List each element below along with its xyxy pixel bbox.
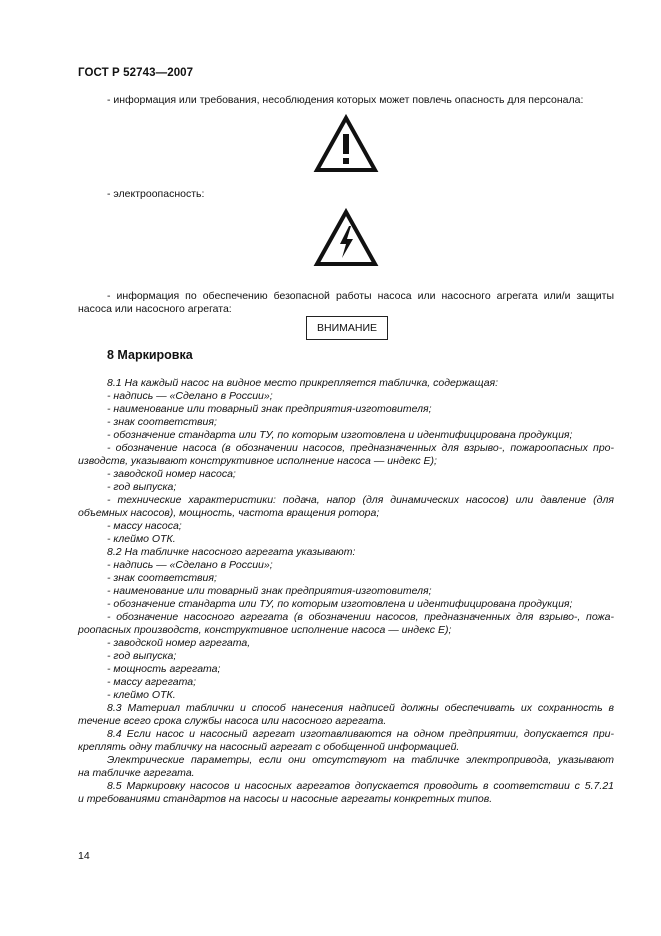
clause-8-4-note-continuation: на табличке агрегата. xyxy=(78,767,195,779)
clause-8-1: 8.1 На каждый насос на видное место прикрепляется табличка, содержащая: xyxy=(107,377,499,389)
list-item-continuation: изводств, указывают конструктивное исполнение насоса — индекс Е); xyxy=(78,455,437,467)
list-item-continuation: роопасных производств, конструктивное исполнение насоса — индекс Е); xyxy=(78,624,452,636)
list-item: - массу насоса; xyxy=(107,520,182,532)
list-item-continuation: объемных насосов), мощность, частота вращения ротора; xyxy=(78,507,380,519)
electrical-hazard-icon xyxy=(313,208,379,268)
list-item-wrap xyxy=(107,442,614,455)
warning-label-box: ВНИМАНИЕ xyxy=(306,316,388,340)
intro-item-electrical-hazard: - электроопасность: xyxy=(107,188,205,200)
clause-8-5-continuation: и требованиями стандартов на насосы и насосные агрегаты конкретных типов. xyxy=(78,793,493,805)
clause-8-3: 8.3 Материал таблички и способ нанесения надписей должны обеспечивать их сохранность в xyxy=(107,702,614,714)
warning-triangle-icon xyxy=(313,114,379,174)
clause-8-4-wrap xyxy=(107,728,614,741)
list-item: - надпись — «Сделано в России»; xyxy=(107,559,273,571)
clause-8-2: 8.2 На табличке насосного агрегата указывают: xyxy=(107,546,356,558)
list-item: - год выпуска; xyxy=(107,481,177,493)
list-item: - клеймо ОТК. xyxy=(107,533,176,545)
list-item: - год выпуска; xyxy=(107,650,177,662)
clause-8-5-wrap xyxy=(107,780,614,793)
list-item: - мощность агрегата; xyxy=(107,663,221,675)
document-header: ГОСТ Р 52743—2007 xyxy=(78,67,194,79)
page-number: 14 xyxy=(78,850,90,862)
clause-8-5: 8.5 Маркировку насосов и насосных агрегатов допускается проводить в соответствии с 5.7.21 xyxy=(107,780,614,792)
intro-item-safety-line-2: насоса или насосного агрегата: xyxy=(78,303,232,315)
clause-8-4-note-wrap xyxy=(107,754,614,767)
clause-8-3-continuation: течение всего срока службы насоса или насосного агрегата. xyxy=(78,715,387,727)
list-item: - знак соответствия; xyxy=(107,416,217,428)
intro-item-safety-info xyxy=(107,290,614,303)
section-heading: 8 Маркировка xyxy=(107,348,193,362)
clause-8-3-wrap xyxy=(107,702,614,715)
clause-8-4-note: Электрические параметры, если они отсутствуют на табличке электропривода, указывают xyxy=(107,754,614,766)
intro-item-safety-line-1: - информация по обеспечению безопасной работы насоса или насосного агрегата или/и защиты xyxy=(107,290,614,302)
list-item: - обозначение стандарта или ТУ, по которым изготовлена и идентифицирована продукция; xyxy=(107,429,573,441)
clause-8-4-continuation: креплять одну табличку на насосный агрегат с обобщенной информацией. xyxy=(78,741,460,753)
list-item: - обозначение насосного агрегата (в обозначении насосов, предназначенных для взрыво-, пожа- xyxy=(107,611,614,623)
list-item: - заводской номер агрегата, xyxy=(107,637,251,649)
list-item: - наименование или товарный знак предприятия-изготовителя; xyxy=(107,585,432,597)
list-item: - знак соответствия; xyxy=(107,572,217,584)
list-item: - обозначение насоса (в обозначении насосов, предназначенных для взрыво-, пожароопасных про- xyxy=(107,442,614,454)
list-item: - наименование или товарный знак предприятия-изготовителя; xyxy=(107,403,432,415)
list-item: - обозначение стандарта или ТУ, по которым изготовлена и идентифицирована продукция; xyxy=(107,598,573,610)
list-item: - технические характеристики: подача, напор (для динамических насосов) или давление (для xyxy=(107,494,614,506)
clause-8-4: 8.4 Если насос и насосный агрегат изготавливаются на одном предприятии, допускается при- xyxy=(107,728,614,740)
list-item: - заводской номер насоса; xyxy=(107,468,236,480)
list-item: - надпись — «Сделано в России»; xyxy=(107,390,273,402)
intro-item-personnel-hazard: - информация или требования, несоблюдения которых может повлечь опасность для персонала: xyxy=(107,94,584,106)
list-item: - клеймо ОТК. xyxy=(107,689,176,701)
list-item: - массу агрегата; xyxy=(107,676,196,688)
list-item-wrap xyxy=(107,494,614,507)
list-item-wrap xyxy=(107,611,614,624)
